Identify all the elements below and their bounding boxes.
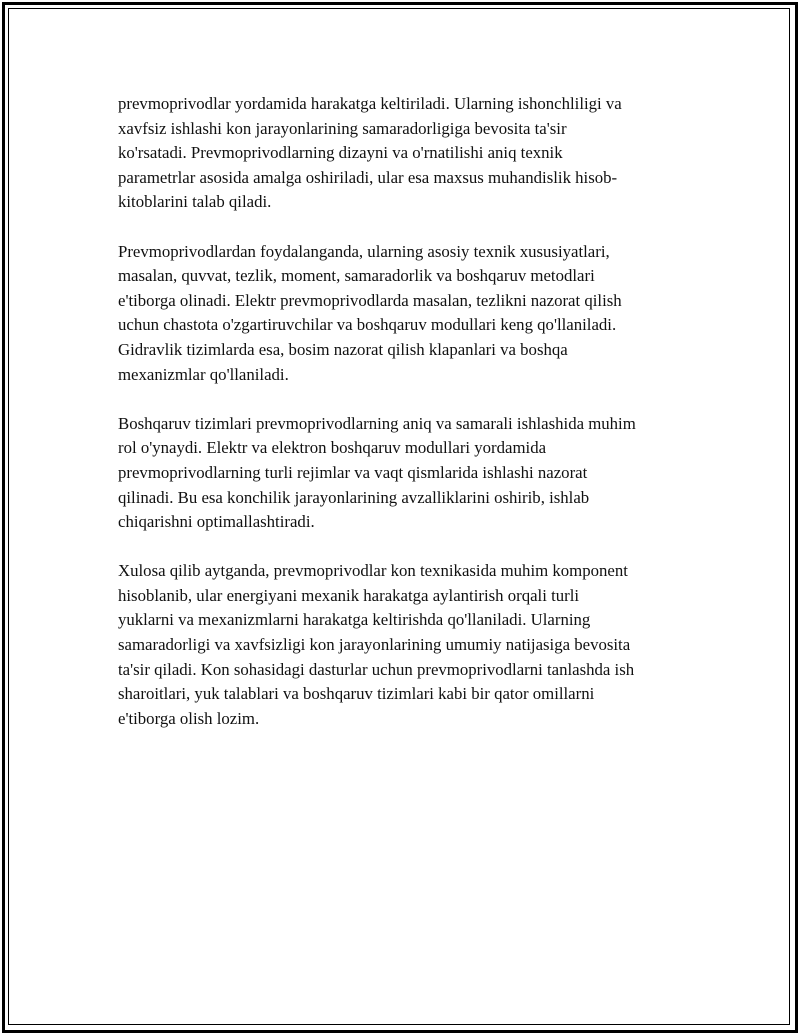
text-line: rol o'ynaydi. Elektr va elektron boshqaruv modullari yordamida xyxy=(118,438,547,458)
text-line: yuklarni va mexanizmlarni harakatga keltirishda qo'llaniladi. Ularning xyxy=(118,610,591,630)
text-line: Boshqaruv tizimlari prevmoprivodlarning aniq va samarali ishlashida muhim xyxy=(118,413,636,433)
paragraph-2 xyxy=(118,240,698,388)
paragraph-gap xyxy=(118,535,698,560)
paragraph-gap xyxy=(118,215,698,240)
text-line: chiqarishni optimallashtiradi. xyxy=(118,512,315,532)
text-line: Gidravlik tizimlarda esa, bosim nazorat qilish klapanlari va boshqa xyxy=(118,339,568,359)
text-line: Prevmoprivodlardan foydalanganda, ularning asosiy texnik xususiyatlari, xyxy=(118,241,610,261)
paragraph-4 xyxy=(118,559,698,731)
text-line: prevmoprivodlar yordamida harakatga keltiriladi. Ularning ishonchliligi va xyxy=(118,94,622,113)
text-line: qilinadi. Bu esa konchilik jarayonlarining avzalliklarini oshirib, ishlab xyxy=(118,487,590,507)
text-line: e'tiborga olinadi. Elektr prevmoprivodlarda masalan, tezlikni nazorat qilish xyxy=(118,290,622,310)
text-line: prevmoprivodlarning turli rejimlar va vaqt qismlarida ishlashi nazorat xyxy=(118,462,588,482)
text-line: ko'rsatadi. Prevmoprivodlarning dizayni va o'rnatilishi aniq texnik xyxy=(118,143,563,163)
text-line: parametrlar asosida amalga oshiriladi, ular esa maxsus muhandislik hisob- xyxy=(118,167,618,187)
text-line: hisoblanib, ular energiyani mexanik harakatga aylantirish orqali turli xyxy=(118,585,580,605)
text-line: xavfsiz ishlashi kon jarayonlarining samaradorligiga bevosita ta'sir xyxy=(118,118,567,138)
document-body xyxy=(118,92,698,731)
text-line: e'tiborga olish lozim. xyxy=(118,708,260,728)
paragraph-3 xyxy=(118,412,698,535)
text-line: mexanizmlar qo'llaniladi. xyxy=(118,364,289,384)
text-line: Xulosa qilib aytganda, prevmoprivodlar kon texnikasida muhim komponent xyxy=(118,561,628,581)
text-line: kitoblarini talab qiladi. xyxy=(118,192,272,212)
text-line: ta'sir qiladi. Kon sohasidagi dasturlar uchun prevmoprivodlarni tanlashda ish xyxy=(118,659,635,679)
text-line: sharoitlari, yuk talablari va boshqaruv tizimlari kabi bir qator omillarni xyxy=(118,684,595,704)
paragraph-1 xyxy=(118,92,698,215)
paragraph-gap xyxy=(118,387,698,412)
text-line: masalan, quvvat, tezlik, moment, samaradorlik va boshqaruv metodlari xyxy=(118,266,595,286)
text-line: uchun chastota o'zgartiruvchilar va boshqaruv modullari keng qo'llaniladi. xyxy=(118,315,617,335)
text-line: samaradorligi va xavfsizligi kon jarayonlarining umumiy natijasiga bevosita xyxy=(118,635,631,655)
